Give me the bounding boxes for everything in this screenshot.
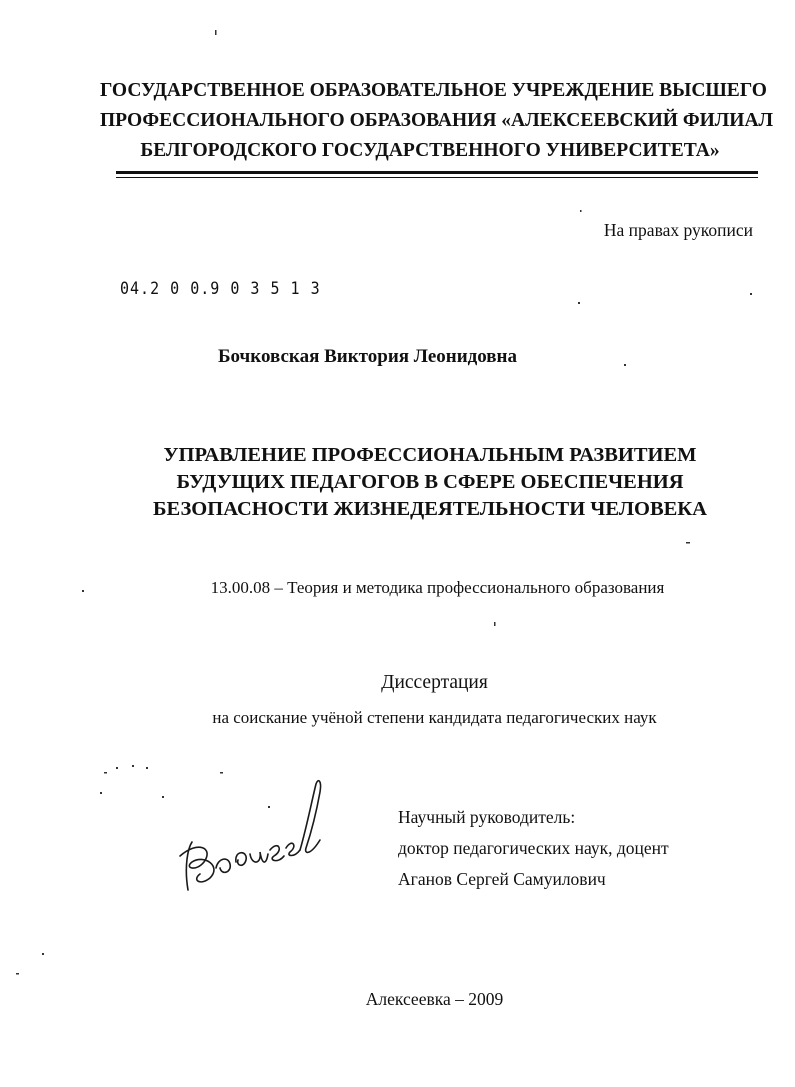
header-rule-thick (116, 171, 758, 174)
institution-line-3: БЕЛГОРОДСКОГО ГОСУДАРСТВЕННОГО УНИВЕРСИТЕТА» (140, 140, 720, 161)
supervisor-label: Научный руководитель: (398, 807, 576, 827)
work-type: Диссертация (381, 672, 488, 693)
institution-header (100, 76, 774, 166)
manuscript-rights-note: На правах рукописи (603, 220, 753, 240)
institution-line-1: ГОСУДАРСТВЕННОЕ ОБРАЗОВАТЕЛЬНОЕ УЧРЕЖДЕНИЕ ВЫСШЕГО (100, 80, 767, 101)
title-line-1: УПРАВЛЕНИЕ ПРОФЕССИОНАЛЬНЫМ РАЗВИТИЕМ (163, 444, 697, 466)
place-and-year: Алексеевка – 2009 (365, 989, 504, 1009)
supervisor-block (398, 802, 669, 895)
institution-line-2: ПРОФЕССИОНАЛЬНОГО ОБРАЗОВАНИЯ «АЛЕКСЕЕВСКИЙ ФИЛИАЛ (100, 110, 774, 131)
supervisor-name: Аганов Сергей Самуилович (398, 869, 606, 889)
header-rule-thin (116, 177, 758, 178)
author-name: Бочковская Виктория Леонидовна (217, 346, 518, 367)
specialty-code: 13.00.08 – Теория и методика профессионального образования (210, 578, 665, 597)
title-line-3: БЕЗОПАСНОСТИ ЖИЗНЕДЕЯТЕЛЬНОСТИ ЧЕЛОВЕКА (153, 498, 707, 520)
author-signature-icon (170, 770, 340, 900)
degree-statement: на соискание учёной степени кандидата педагогических наук (212, 708, 657, 727)
supervisor-rank: доктор педагогических наук, доцент (398, 838, 669, 858)
dissertation-title (80, 442, 780, 523)
library-stamp-number: 04.2 0 0.9 0 3 5 1 3 (120, 278, 321, 299)
title-line-2: БУДУЩИХ ПЕДАГОГОВ В СФЕРЕ ОБЕСПЕЧЕНИЯ (176, 471, 684, 493)
